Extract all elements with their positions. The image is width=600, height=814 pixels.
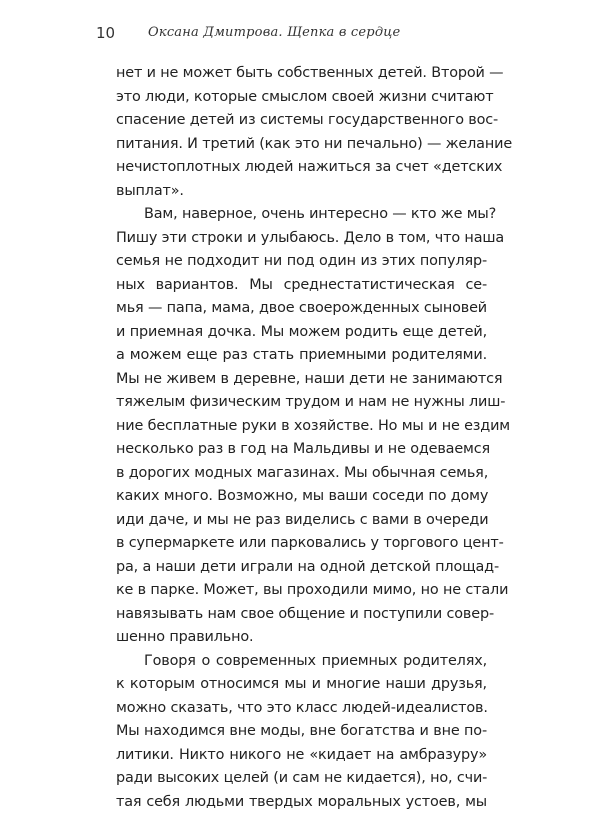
text-line: нечистоплотных людей нажиться за счет «детских (116, 156, 487, 180)
text-line: ных вариантов. Мы среднестатистическая се- (116, 274, 487, 298)
text-line: иди даче, и мы не раз виделись с вами в очереди (116, 509, 487, 533)
text-line: шенно правильно. (116, 626, 487, 650)
text-line: Пишу эти строки и улыбаюсь. Дело в том, что наша (116, 227, 487, 251)
text-line: в дорогих модных магазинах. Мы обычная семья, (116, 462, 487, 486)
text-line: а можем еще раз стать приемными родителями. (116, 344, 487, 368)
text-line: Вам, наверное, очень интересно — кто же мы? (116, 203, 487, 227)
body-text (116, 62, 487, 814)
text-line: Мы не живем в деревне, наши дети не занимаются (116, 368, 487, 392)
text-line: тяжелым физическим трудом и нам не нужны лиш- (116, 391, 487, 415)
text-line: ра, а наши дети играли на одной детской площад- (116, 556, 487, 580)
text-line: к которым относимся мы и многие наши друзья, (116, 673, 487, 697)
text-line: ние бесплатные руки в хозяйстве. Но мы и не ездим (116, 415, 487, 439)
text-line: навязывать нам свое общение и поступили совер- (116, 603, 487, 627)
text-line: ради высоких целей (и сам не кидается), но, счи- (116, 767, 487, 791)
page-number: 10 (96, 24, 115, 42)
running-title: Оксана Дмитрова. Щепка в сердце (148, 25, 400, 40)
page-header (96, 24, 516, 48)
text-line: семья не подходит ни под один из этих популяр- (116, 250, 487, 274)
text-line: Говоря о современных приемных родителях, (116, 650, 487, 674)
text-line: литики. Никто никого не «кидает на амбразуру» (116, 744, 487, 768)
text-line: можно сказать, что это класс людей-идеалистов. (116, 697, 487, 721)
text-line: выплат». (116, 180, 487, 204)
text-line: это люди, которые смыслом своей жизни считают (116, 86, 487, 110)
text-line: нет и не может быть собственных детей. Второй — (116, 62, 487, 86)
text-line: мья — папа, мама, двое своерожденных сыновей (116, 297, 487, 321)
text-line: спасение детей из системы государственного вос- (116, 109, 487, 133)
text-line: и приемная дочка. Мы можем родить еще детей, (116, 321, 487, 345)
text-line: Мы находимся вне моды, вне богатства и вне по- (116, 720, 487, 744)
text-line: тая себя людьми твердых моральных устоев, мы (116, 791, 487, 814)
text-line: ке в парке. Может, вы проходили мимо, но не стали (116, 579, 487, 603)
text-line: каких много. Возможно, мы ваши соседи по дому (116, 485, 487, 509)
text-line: несколько раз в год на Мальдивы и не одеваемся (116, 438, 487, 462)
text-line: в супермаркете или парковались у торгового цент- (116, 532, 487, 556)
text-line: питания. И третий (как это ни печально) — желание (116, 133, 487, 157)
